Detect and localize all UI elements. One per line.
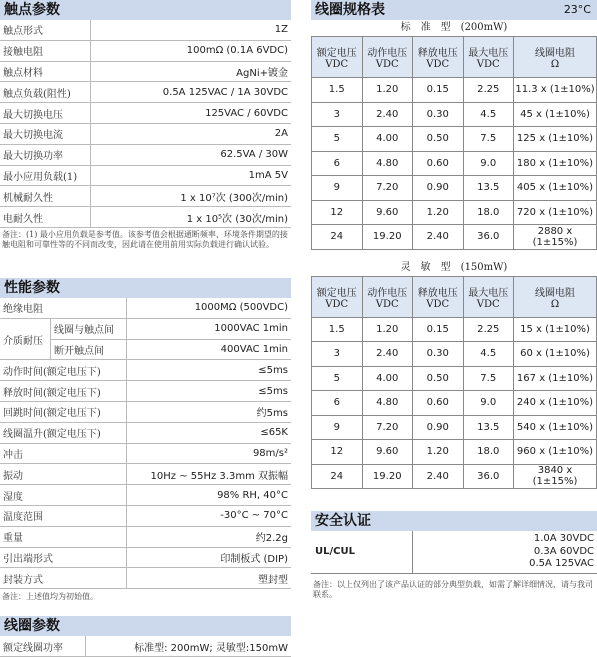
table-cell: 19.20 xyxy=(362,225,413,250)
table-cell: 18.0 xyxy=(463,200,514,225)
performance-value: 10Hz ~ 55Hz 3.3mm 双振幅 xyxy=(127,464,291,485)
column-header: 动作电压 VDC xyxy=(362,276,413,317)
table-cell: 2.40 xyxy=(362,102,413,127)
table-cell: 3 xyxy=(312,342,363,367)
table-cell: 4.80 xyxy=(362,151,413,176)
table-cell: 0.15 xyxy=(413,317,464,342)
table-cell: 36.0 xyxy=(463,225,514,250)
contact-label: 触点材料 xyxy=(0,61,91,82)
table-row xyxy=(0,360,291,381)
contact-value: 125VAC / 60VDC xyxy=(91,103,292,124)
table-cell: 0.30 xyxy=(413,342,464,367)
safety-section-title: 安全认证 xyxy=(311,511,597,531)
table-cell: 2880 x (1±15%) xyxy=(514,225,597,250)
performance-value: 塑封型 xyxy=(127,568,291,589)
table-row xyxy=(312,464,597,489)
table-cell: 125 x (1±10%) xyxy=(514,127,597,152)
performance-table xyxy=(0,298,291,589)
contact-table xyxy=(0,20,291,228)
table-cell: 18.0 xyxy=(463,440,514,465)
table-cell: 960 x (1±10%) xyxy=(514,440,597,465)
table-row xyxy=(0,526,291,547)
table-cell: 9.60 xyxy=(362,200,413,225)
table-row xyxy=(0,61,291,82)
table-cell: 0.90 xyxy=(413,176,464,201)
table-row xyxy=(312,151,597,176)
column-header: 释放电压 VDC xyxy=(413,37,464,78)
table-cell: 167 x (1±10%) xyxy=(514,366,597,391)
performance-value: 98m/s² xyxy=(127,443,291,464)
table-cell: 9 xyxy=(312,415,363,440)
table-row xyxy=(0,485,291,506)
sensitive-type-title: 灵 敏 型 (150mW) xyxy=(311,260,597,276)
table-cell: 6 xyxy=(312,391,363,416)
table-cell: 5 xyxy=(312,366,363,391)
table-cell: 19.20 xyxy=(362,464,413,489)
column-header: 动作电压 VDC xyxy=(362,37,413,78)
performance-label: 释放时间(额定电压下) xyxy=(0,381,127,402)
column-header: 最大电压 VDC xyxy=(463,276,514,317)
table-cell: 4.00 xyxy=(362,366,413,391)
performance-value: ≤65K xyxy=(127,422,291,443)
coil-spec-title: 线圈规格表 xyxy=(315,2,385,18)
performance-value: 约5ms xyxy=(127,401,291,422)
contact-value: 62.5VA / 30W xyxy=(91,144,292,165)
safety-value: 0.3A 60VDC xyxy=(416,546,594,559)
performance-section-title: 性能参数 xyxy=(0,278,291,298)
dielectric-val2: 400VAC 1min xyxy=(127,339,291,360)
safety-values-cell xyxy=(413,531,597,573)
column-header: 额定电压 VDC xyxy=(312,37,363,78)
performance-label: 引出端形式 xyxy=(0,547,127,568)
column-header: 线圈电阻 Ω xyxy=(514,37,597,78)
table-cell: 12 xyxy=(312,200,363,225)
table-cell: 9.60 xyxy=(362,440,413,465)
contact-label: 接触电阻 xyxy=(0,40,91,61)
contact-label: 触点形式 xyxy=(0,20,91,40)
coil-spec-section-title xyxy=(311,0,597,20)
table-cell: 1.20 xyxy=(413,440,464,465)
coil-params-section-title: 线圈参数 xyxy=(0,616,291,636)
table-row xyxy=(0,318,291,339)
table-cell: 2.40 xyxy=(413,464,464,489)
table-cell: 6 xyxy=(312,151,363,176)
dielectric-label: 介质耐压 xyxy=(0,318,51,360)
contact-label: 最大切换电压 xyxy=(0,103,91,124)
table-cell: 4.00 xyxy=(362,127,413,152)
table-row xyxy=(0,40,291,61)
performance-label: 回跳时间(额定电压下) xyxy=(0,401,127,422)
right-column xyxy=(311,0,597,600)
table-row xyxy=(312,78,597,103)
coil-spec-temp: 23°C xyxy=(564,0,591,20)
table-row xyxy=(312,127,597,152)
table-cell: 0.90 xyxy=(413,415,464,440)
performance-label: 重量 xyxy=(0,526,127,547)
table-cell: 2.40 xyxy=(413,225,464,250)
table-row xyxy=(312,440,597,465)
table-header-row xyxy=(312,37,597,78)
contact-value: 0.5A 125VAC / 1A 30VDC xyxy=(91,82,292,103)
table-cell: 7.5 xyxy=(463,366,514,391)
table-cell: 1.5 xyxy=(312,78,363,103)
contact-value: 1mA 5V xyxy=(91,165,292,186)
coil-power-label: 额定线圈功率 xyxy=(0,636,85,656)
contact-value: AgNi+镀金 xyxy=(91,61,292,82)
table-row xyxy=(0,505,291,526)
table-cell: 4.5 xyxy=(463,342,514,367)
left-column xyxy=(0,0,291,657)
table-cell: 2.40 xyxy=(362,342,413,367)
contact-value: 2A xyxy=(91,123,292,144)
table-row xyxy=(312,200,597,225)
performance-label: 振动 xyxy=(0,464,127,485)
performance-value: 约2.2g xyxy=(127,526,291,547)
performance-value: ≤5ms xyxy=(127,360,291,381)
performance-value: 98% RH, 40°C xyxy=(127,485,291,506)
performance-label: 线圈温升(额定电压下) xyxy=(0,422,127,443)
table-cell: 720 x (1±10%) xyxy=(514,200,597,225)
table-row xyxy=(0,443,291,464)
table-cell: 0.60 xyxy=(413,391,464,416)
table-cell: 5 xyxy=(312,127,363,152)
table-cell: 1.20 xyxy=(362,317,413,342)
table-cell: 45 x (1±10%) xyxy=(514,102,597,127)
column-header: 线圈电阻 Ω xyxy=(514,276,597,317)
safety-table xyxy=(311,531,597,574)
table-cell: 7.20 xyxy=(362,176,413,201)
table-cell: 9.0 xyxy=(463,391,514,416)
table-cell: 3840 x (1±15%) xyxy=(514,464,597,489)
table-cell: 15 x (1±10%) xyxy=(514,317,597,342)
insulation-label: 绝缘电阻 xyxy=(0,298,127,318)
contact-value: 1 x 10⁷次 (300次/min) xyxy=(91,186,292,207)
safety-value: 1.0A 30VDC xyxy=(416,533,594,546)
performance-value: -30°C ~ 70°C xyxy=(127,505,291,526)
table-cell: 405 x (1±10%) xyxy=(514,176,597,201)
table-cell: 0.15 xyxy=(413,78,464,103)
table-row xyxy=(312,342,597,367)
contact-value: 1Z xyxy=(91,20,292,40)
coil-params-table xyxy=(0,636,291,657)
dielectric-sub1: 线圈与触点间 xyxy=(51,318,127,339)
table-row xyxy=(0,636,291,656)
contact-label: 机械耐久性 xyxy=(0,186,91,207)
table-cell: 4.80 xyxy=(362,391,413,416)
table-cell: 0.30 xyxy=(413,102,464,127)
safety-value: 0.5A 125VAC xyxy=(416,558,594,571)
table-cell: 12 xyxy=(312,440,363,465)
table-cell: 9 xyxy=(312,176,363,201)
contact-section-title: 触点参数 xyxy=(0,0,291,20)
contact-label: 最大切换电流 xyxy=(0,123,91,144)
table-cell: 3 xyxy=(312,102,363,127)
table-row xyxy=(0,207,291,228)
insulation-value: 1000MΩ (500VDC) xyxy=(127,298,291,318)
table-cell: 60 x (1±10%) xyxy=(514,342,597,367)
dielectric-sub2: 断开触点间 xyxy=(51,339,127,360)
table-row xyxy=(312,415,597,440)
table-cell: 0.60 xyxy=(413,151,464,176)
table-cell: 1.5 xyxy=(312,317,363,342)
table-row xyxy=(0,568,291,589)
column-header: 释放电压 VDC xyxy=(413,276,464,317)
table-cell: 1.20 xyxy=(362,78,413,103)
table-cell: 2.25 xyxy=(463,78,514,103)
contact-value: 100mΩ (0.1A 6VDC) xyxy=(91,40,292,61)
table-cell: 180 x (1±10%) xyxy=(514,151,597,176)
sensitive-coil-table xyxy=(311,276,597,490)
table-cell: 1.20 xyxy=(413,200,464,225)
performance-label: 冲击 xyxy=(0,443,127,464)
table-row xyxy=(312,366,597,391)
table-row xyxy=(312,225,597,250)
table-row xyxy=(312,176,597,201)
dielectric-val1: 1000VAC 1min xyxy=(127,318,291,339)
safety-note: 备注：以上仅列出了该产品认证的部分典型负载，如需了解详细情况，请与我司联系。 xyxy=(311,574,597,600)
table-cell: 24 xyxy=(312,464,363,489)
table-row xyxy=(0,422,291,443)
table-row xyxy=(0,401,291,422)
table-row xyxy=(0,165,291,186)
table-row xyxy=(0,298,291,318)
performance-value: 印制板式 (DIP) xyxy=(127,547,291,568)
contact-note: 备注：(1) 最小应用负载是参考值。该参考值会根据通断频率、环境条件期望的接触电阻和可靠性等的不同而改变，因此请在使用前用实际负载进行确认试验。 xyxy=(0,228,291,274)
safety-cert: UL/CUL xyxy=(311,531,413,573)
table-row xyxy=(312,317,597,342)
contact-value: 1 x 10⁵次 (30次/min) xyxy=(91,207,292,228)
table-cell: 9.0 xyxy=(463,151,514,176)
table-cell: 240 x (1±10%) xyxy=(514,391,597,416)
column-header: 额定电压 VDC xyxy=(312,276,363,317)
contact-label: 最小应用负载(1) xyxy=(0,165,91,186)
table-row xyxy=(0,464,291,485)
contact-label: 最大切换功率 xyxy=(0,144,91,165)
table-row xyxy=(0,144,291,165)
table-row xyxy=(312,391,597,416)
performance-label: 温度范围 xyxy=(0,505,127,526)
table-cell: 7.5 xyxy=(463,127,514,152)
table-cell: 7.20 xyxy=(362,415,413,440)
table-cell: 36.0 xyxy=(463,464,514,489)
table-row xyxy=(0,186,291,207)
table-cell: 24 xyxy=(312,225,363,250)
table-cell: 13.5 xyxy=(463,415,514,440)
table-row xyxy=(0,123,291,144)
contact-label: 触点负载(阻性) xyxy=(0,82,91,103)
standard-coil-table xyxy=(311,36,597,250)
performance-label: 湿度 xyxy=(0,485,127,506)
performance-note: 备注：上述值均为初始值。 xyxy=(0,589,291,608)
performance-label: 封装方式 xyxy=(0,568,127,589)
table-cell: 540 x (1±10%) xyxy=(514,415,597,440)
table-row xyxy=(0,103,291,124)
standard-type-title: 标 准 型 (200mW) xyxy=(311,20,597,36)
table-row xyxy=(0,381,291,402)
table-cell: 11.3 x (1±10%) xyxy=(514,78,597,103)
table-row xyxy=(0,547,291,568)
contact-label: 电耐久性 xyxy=(0,207,91,228)
table-row xyxy=(312,102,597,127)
table-cell: 13.5 xyxy=(463,176,514,201)
column-header: 最大电压 VDC xyxy=(463,37,514,78)
performance-label: 动作时间(额定电压下) xyxy=(0,360,127,381)
table-cell: 4.5 xyxy=(463,102,514,127)
table-cell: 2.25 xyxy=(463,317,514,342)
table-cell: 0.50 xyxy=(413,127,464,152)
coil-power-value: 标准型: 200mW; 灵敏型:150mW xyxy=(85,636,291,656)
table-header-row xyxy=(312,276,597,317)
table-row xyxy=(0,82,291,103)
table-row xyxy=(0,20,291,40)
table-cell: 0.50 xyxy=(413,366,464,391)
performance-value: ≤5ms xyxy=(127,381,291,402)
